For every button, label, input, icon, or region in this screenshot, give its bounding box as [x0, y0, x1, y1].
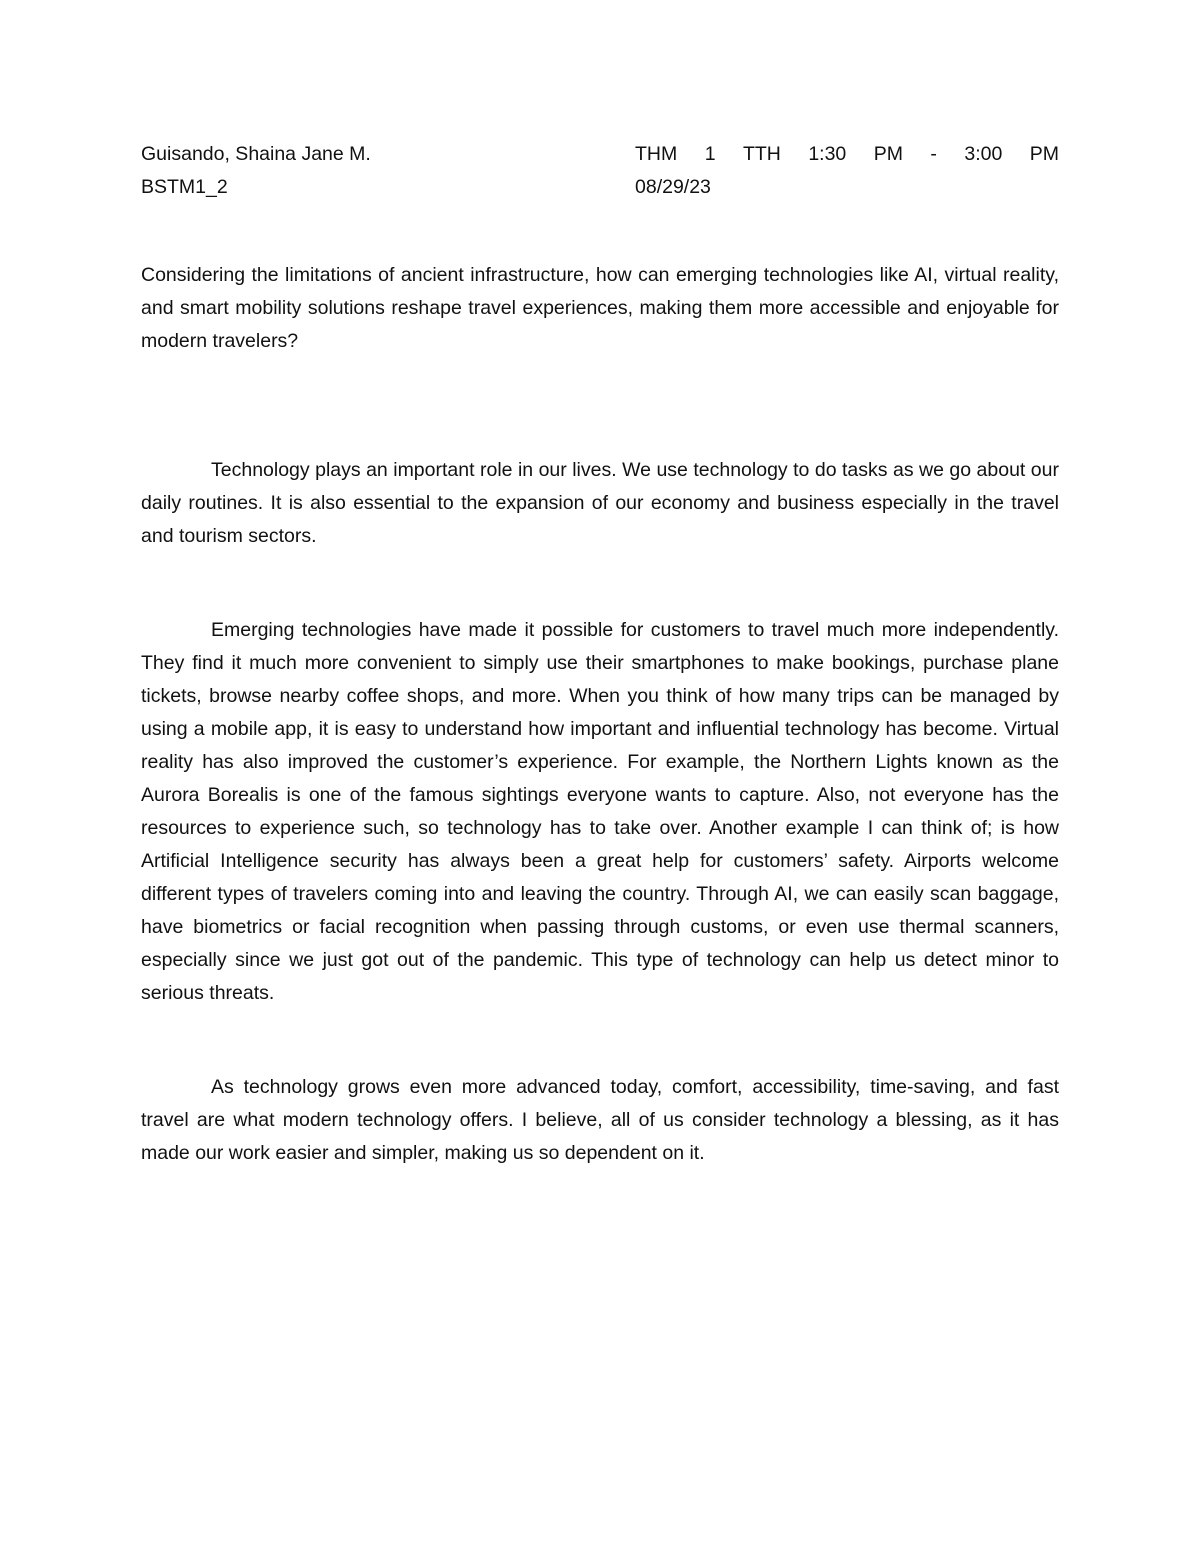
student-name: Guisando, Shaina Jane M. — [141, 143, 371, 165]
student-section: BSTM1_2 — [141, 176, 228, 198]
course-token: PM — [873, 143, 903, 165]
essay-paragraph-2: Emerging technologies have made it possible for customers to travel much more independently. They find it much more convenient to simply use their smartphones to make bookings, purchase plane tickets, browse nearby coffee shops, and more. When you think of how many trips can be managed by using a mobile app, it is easy to understand how important and influential technology has become. Virtual reality has also improved the customer’s experience. For example, the Northern Lights known as the Aurora Borealis is one of the famous sightings everyone wants to capture. Also, not everyone has the resources to experience such, so technology has to take over. Another example I can think of; is how Artificial Intelligence security has always been a great help for customers’ safety. Airports welcome different types of travelers coming into and leaving the country. Through AI, we can easily scan baggage, have biometrics or facial recognition when passing through customs, or even use thermal scanners, especially since we just got out of the pandemic. This type of technology can help us detect minor to serious threats. — [141, 619, 1059, 1004]
header-row-1 — [141, 138, 1059, 171]
course-token: 1 — [704, 143, 716, 165]
course-token: - — [930, 143, 937, 165]
course-token: PM — [1029, 143, 1059, 165]
submission-date: 08/29/23 — [635, 176, 711, 198]
course-schedule — [635, 138, 1059, 171]
essay-question: Considering the limitations of ancient infrastructure, how can emerging technologies like AI, virtual reality, and smart mobility solutions reshape travel experiences, making them more accessible and enjoyable for modern travelers? — [141, 264, 1059, 352]
essay-paragraph-1: Technology plays an important role in our lives. We use technology to do tasks as we go about our daily routines. It is also essential to the expansion of our economy and business especially in the travel and tourism sectors. — [141, 459, 1059, 547]
course-token: THM — [635, 143, 678, 165]
essay-paragraph-3: As technology grows even more advanced today, comfort, accessibility, time-saving, and fast travel are what modern technology offers. I believe, all of us consider technology a blessing, as it has made our work easier and simpler, making us so dependent on it. — [141, 1076, 1059, 1164]
course-token: 3:00 — [964, 143, 1003, 165]
course-token: TTH — [742, 143, 781, 165]
header-row-2 — [141, 171, 1059, 204]
document-content — [141, 138, 1059, 1170]
course-token: 1:30 — [808, 143, 847, 165]
